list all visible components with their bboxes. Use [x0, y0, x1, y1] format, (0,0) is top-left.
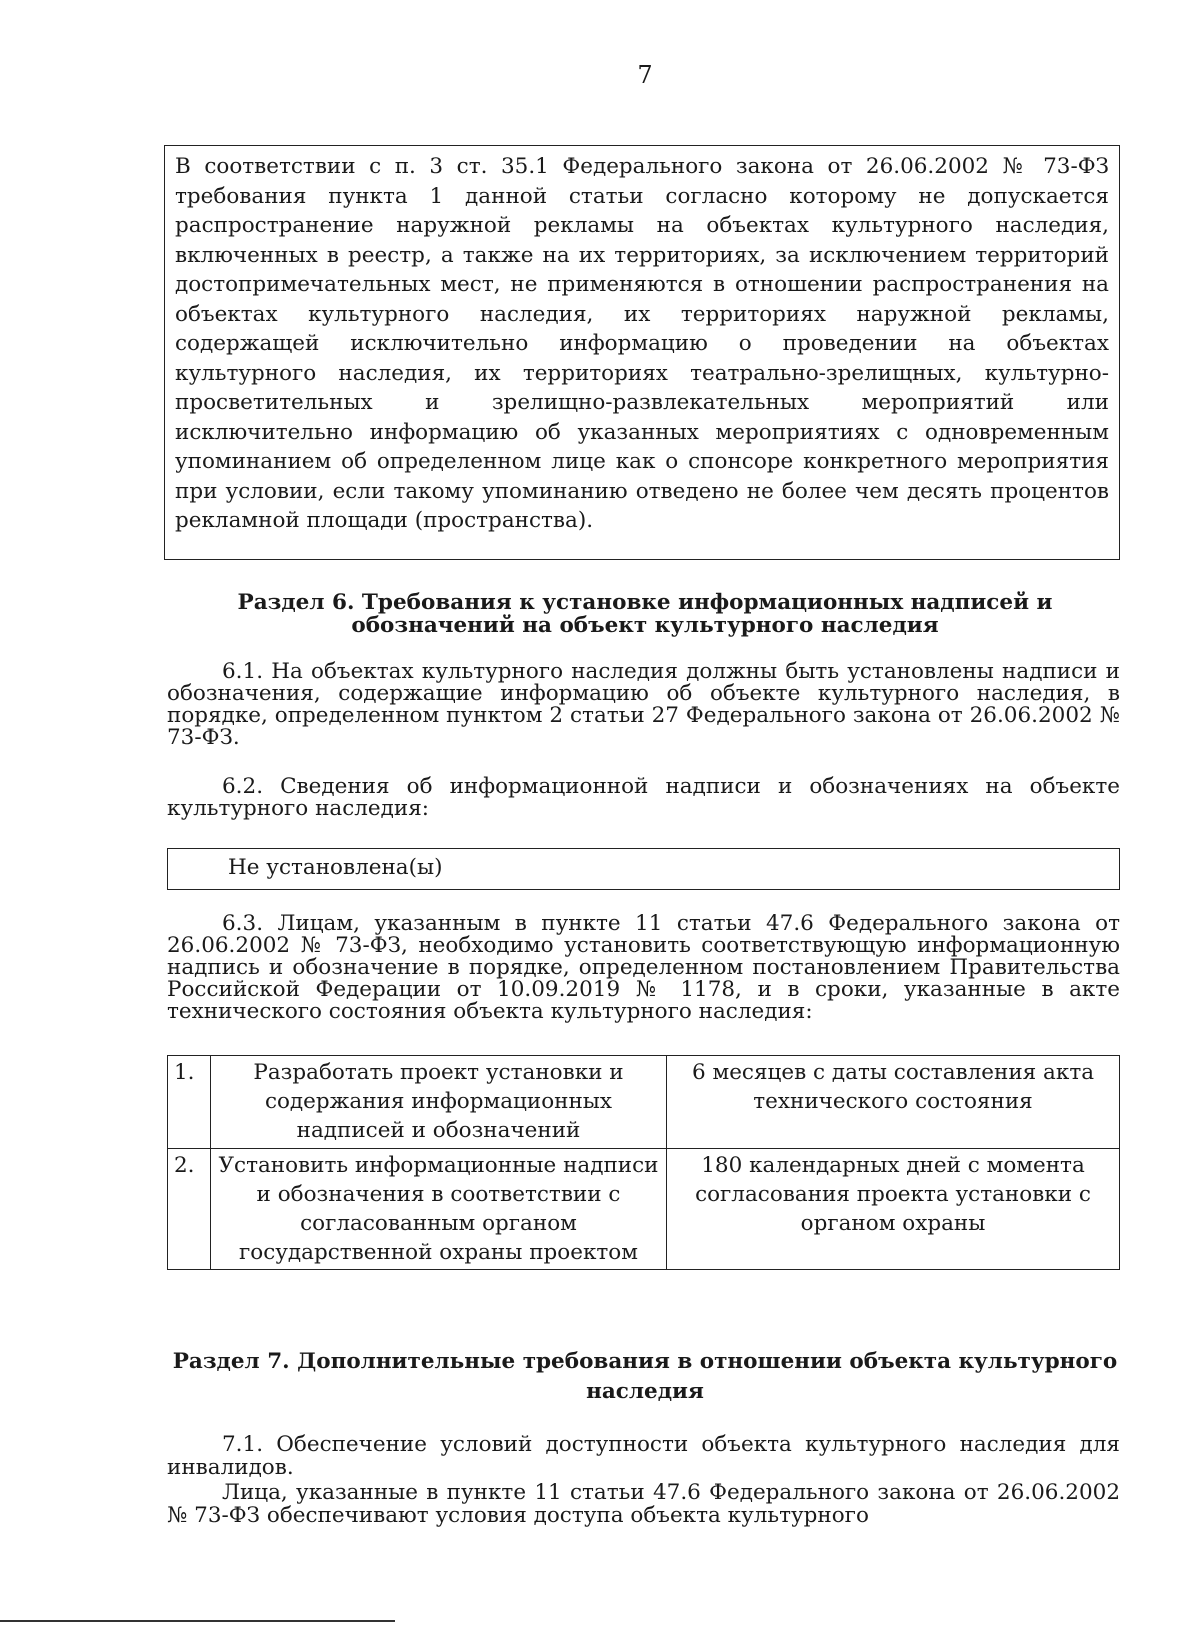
advertising-requirements-text: В соответствии с п. 3 ст. 35.1 Федерального закона от 26.06.2002 № 73-ФЗ требования пункта 1 данной статьи согласно которому не допускается распространение наружной рекламы на объектах культурного наследия, включенных в реестр, а также на их территориях, за исключением территорий достопримечательных мест, не применяются в отношении распространения на объектах культурного наследия, их территориях наружной рекламы, содержащей исключительно информацию о проведении на объектах культурного наследия, их территориях театрально-зрелищных, культурно-просветительных и зрелищно-развлекательных мероприятий или исключительно информацию об указанных мероприятиях с одновременным упоминанием об определенном лице как о спонсоре конкретного мероприятия при условии, если такому упоминанию отведено не более чем десять процентов рекламной площади (пространства). — [175, 154, 1109, 533]
paragraph-6-1: 6.1. На объектах культурного наследия должны быть установлены надписи и обозначения, содержащие информацию об объекте культурного наследия, в порядке, определенном пунктом 2 статьи 27 Федерального закона от 26.06.2002 № 73-ФЗ. — [167, 659, 1120, 750]
inscription-status-text: Не установлена(ы) — [228, 855, 443, 880]
task-action: Установить информационные надписи и обозначения в соответствии с согласованным органом государственной охраны проектом — [211, 1149, 667, 1270]
paragraph-7-1: 7.1. Обеспечение условий доступности объекта культурного наследия для инвалидов. — [167, 1432, 1120, 1480]
footer-divider — [0, 1620, 395, 1622]
table-row — [168, 1056, 1120, 1149]
section-7-heading: Раздел 7. Дополнительные требования в отношении объекта культурного наследия — [172, 1349, 1118, 1404]
task-number: 2. — [168, 1149, 211, 1270]
task-deadline: 6 месяцев с даты составления акта технического состояния — [667, 1056, 1120, 1149]
page-number: 7 — [637, 61, 653, 89]
section-6-heading: Раздел 6. Требования к установке информационных надписей и обозначений на объект культурного наследия — [237, 590, 1053, 638]
paragraph-6-2: 6.2. Сведения об информационной надписи и обозначениях на объекте культурного наследия: — [167, 774, 1120, 821]
advertising-requirements-box — [164, 145, 1120, 560]
inscription-status-box — [167, 848, 1120, 890]
task-number: 1. — [168, 1056, 211, 1149]
paragraph-7-1-continuation: Лица, указанные в пункте 11 статьи 47.6 Федерального закона от 26.06.2002 № 73-ФЗ обеспечивают условия доступа объекта культурного — [167, 1480, 1120, 1528]
task-action: Разработать проект установки и содержания информационных надписей и обозначений — [211, 1056, 667, 1149]
table-row — [168, 1149, 1120, 1270]
tasks-table — [167, 1055, 1120, 1270]
task-deadline: 180 календарных дней с момента согласования проекта установки с органом охраны — [667, 1149, 1120, 1270]
paragraph-6-3: 6.3. Лицам, указанным в пункте 11 статьи 47.6 Федерального закона от 26.06.2002 № 73-ФЗ, необходимо установить соответствующую информационную надпись и обозначение в порядке, определенном постановлением Правительства Российской Федерации от 10.09.2019 № 1178, и в сроки, указанные в акте технического состояния объекта культурного наследия: — [167, 911, 1120, 1024]
